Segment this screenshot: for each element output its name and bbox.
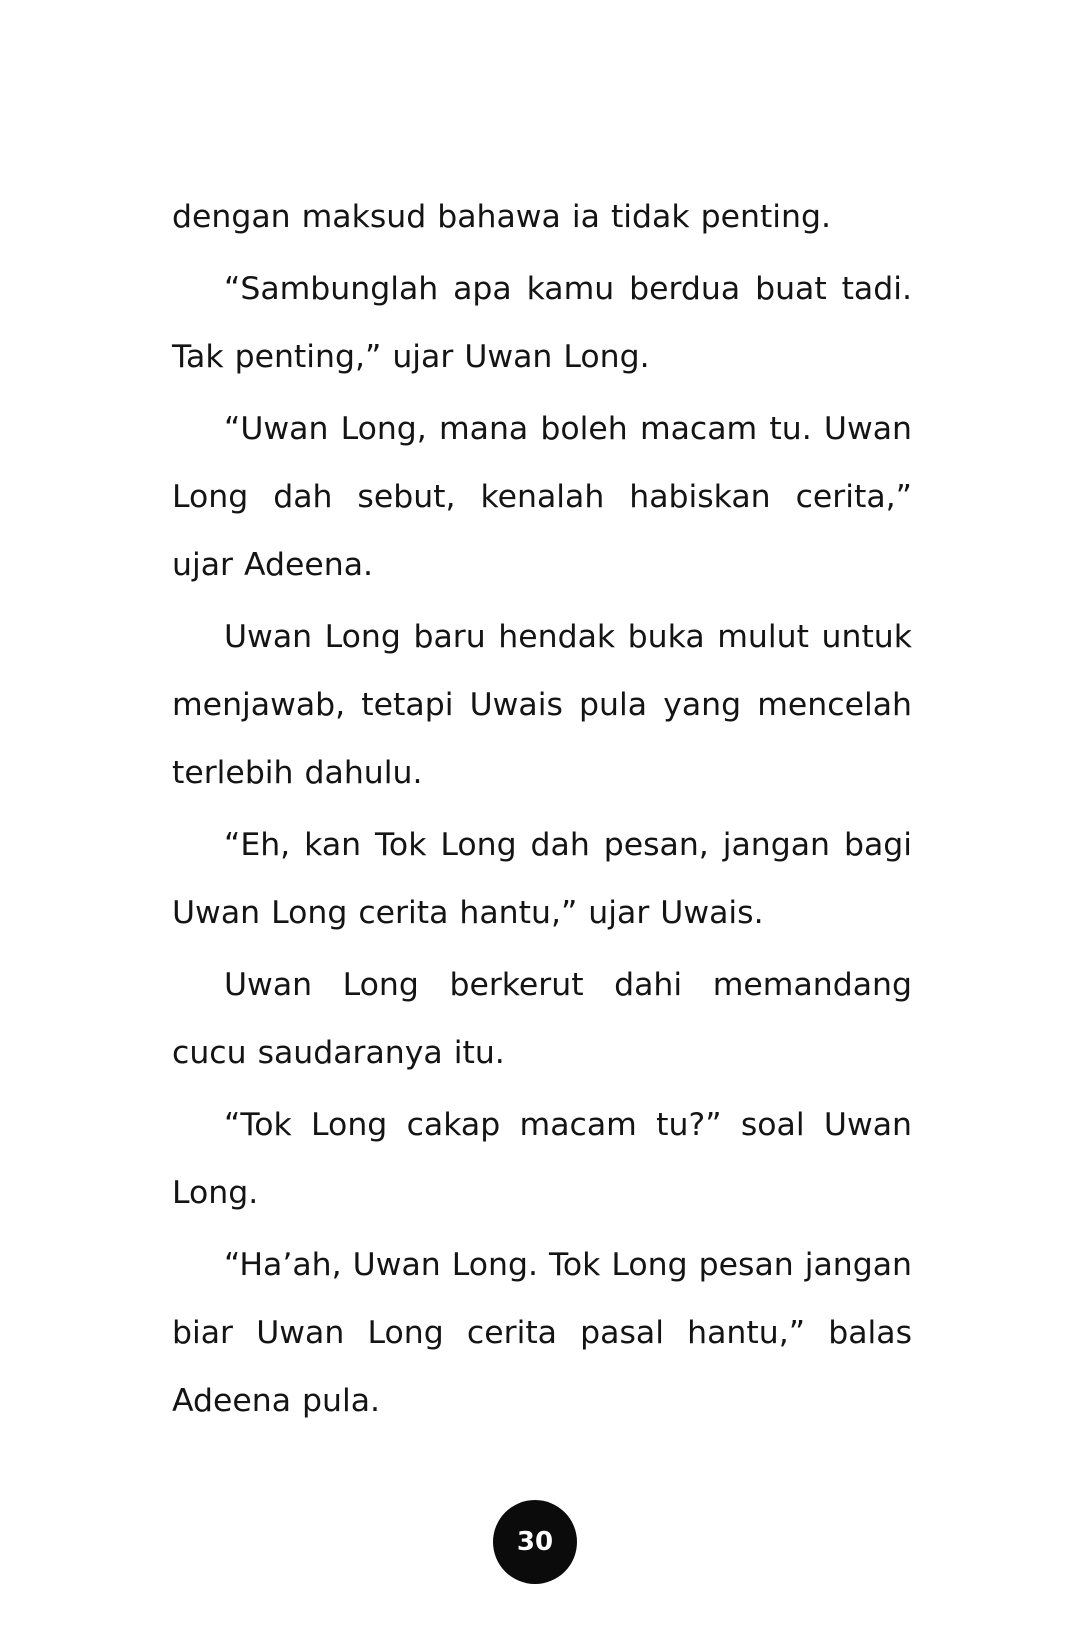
paragraph: “Tok Long cakap macam tu?” soal Uwan Long.: [172, 1107, 912, 1211]
paragraph: “Eh, kan Tok Long dah pesan, jangan bagi Uwan Long cerita hantu,” ujar Uwais.: [172, 827, 912, 931]
paragraph: “Sambunglah apa kamu berdua buat tadi. Tak penting,” ujar Uwan Long.: [172, 271, 912, 375]
paragraph: “Uwan Long, mana boleh macam tu. Uwan Long dah sebut, kenalah habiskan cerita,” ujar Adeena.: [172, 411, 912, 583]
page-body-text: [172, 183, 912, 1439]
paragraph: Uwan Long baru hendak buka mulut untuk menjawab, tetapi Uwais pula yang mencelah terlebih dahulu.: [172, 619, 912, 791]
page-number-badge: 30: [493, 1500, 577, 1584]
paragraph: dengan maksud bahawa ia tidak penting.: [172, 199, 832, 235]
paragraph: Uwan Long berkerut dahi memandang cucu saudaranya itu.: [172, 967, 912, 1071]
paragraph: “Ha’ah, Uwan Long. Tok Long pesan jangan biar Uwan Long cerita pasal hantu,” balas Adeena pula.: [172, 1247, 913, 1419]
